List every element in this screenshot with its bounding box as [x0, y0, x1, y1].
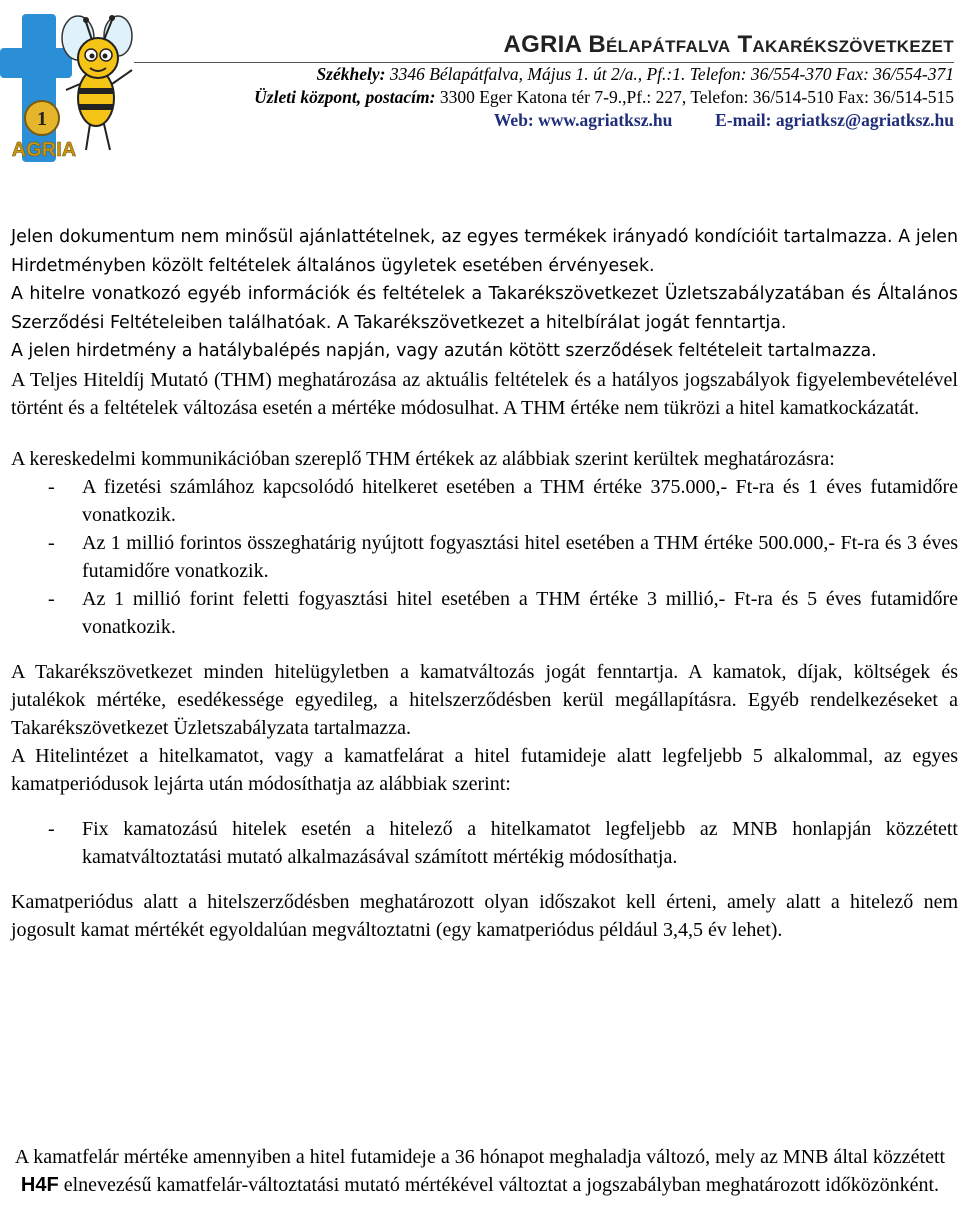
list-item: - Az 1 millió forintos összeghatárig nyújtott fogyasztási hitel esetében a THM értéke 500.000,- Ft-ra és 3 éves futamidőre vonatkozik.	[48, 531, 958, 582]
office-line: Üzleti központ, postacím: 3300 Eger Katona tér 7-9.,Pf.: 227, Telefon: 36/514-510 Fax: 36/514-515	[254, 87, 954, 107]
closing-paragraph: A kamatfelár mértéke amennyiben a hitel futamideje a 36 hónapot meghaladja változó, mely az MNB által közzétett H4F elnevezésű kamatfelár-változtatási mutató mértékével változtat a jogszabályban meghatározott időközönként.	[14, 1146, 946, 1196]
thm-disclaimer: A Teljes Hiteldíj Mutató (THM) meghatározása az aktuális feltételek és a hatályos jogszabályok figyelembevételével történt és a feltételek változása esetén a mértéke módosulhat. A THM értéke nem tükrözi a hitel kamatkockázatát.	[11, 368, 958, 419]
fixed-rate-list	[11, 815, 958, 871]
svg-text:1: 1	[37, 108, 47, 130]
list-item: - Fix kamatozású hitelek esetén a hitelező a hitelkamatot legfeljebb az MNB honlapján közzétett kamatváltoztatási mutató alkalmazásával számított mértékig módosíthatja.	[48, 817, 958, 868]
organization-name: AGRIA Bélapátfalva Takarékszövetkezet	[134, 30, 954, 63]
agria-logo	[0, 0, 150, 165]
intro-paragraph: Jelen dokumentum nem minősül ajánlattételnek, az egyes termékek irányadó kondícióit tartalmazza. A jelen Hirdetményben közölt feltételek általános ügyletek esetében érvényesek. A hitelre vonatkozó egyéb információk és feltételek a Takarékszövetkezet Üzletszabályzatában és Általános Szerződési Feltételeiben találhatóak. A Takarékszövetkezet a hitelbírálat jogát fenntartja. A jelen hirdetmény a hatálybalépés napján, vagy azután kötött szerződések feltételeit tartalmazza.	[11, 227, 958, 362]
logo-cross-horizontal	[0, 48, 72, 78]
rate-change-paragraph: A Hitelintézet a hitelkamatot, vagy a kamatfelárat a hitel futamideje alatt legfeljebb 5 alkalommal, az egyes kamatperiódusok lejárta után módosíthatja az alábbiak szerint:	[11, 744, 958, 795]
letterhead	[134, 30, 954, 132]
list-item: - Az 1 millió forint feletti fogyasztási hitel esetében a THM értéke 3 millió,- Ft-ra és 5 éves futamidőre vonatkozik.	[48, 587, 958, 638]
svg-text:AGRIA: AGRIA	[11, 139, 77, 161]
interest-period-paragraph: Kamatperiódus alatt a hitelszerződésben meghatározott olyan időszakot kell érteni, amely alatt a hitelező nem jogosult kamat mértékét egyoldalúan megváltoztatni (egy kamatperiódus például 3,4,5 év lehet).	[11, 890, 958, 941]
website-link[interactable]: www.agriatksz.hu	[538, 110, 673, 130]
thm-lead: A kereskedelmi kommunikációban szereplő THM értékek az alábbiak szerint kerültek meghatározásra:	[11, 447, 835, 470]
document-body	[11, 223, 958, 944]
interest-paragraph: A Takarékszövetkezet minden hitelügyletben a kamatváltozás jogát fenntartja. A kamatok, díjak, költségek és jutalékok mértéke, esedékessége egyedileg, a hitelszerződésben kerül megállapításra. Egyéb rendelkezéseket a Takarékszövetkezet Üzletszabályzata tartalmazza.	[11, 660, 958, 739]
seat-line: Székhely: 3346 Bélapátfalva, Május 1. út 2/a., Pf.:1. Telefon: 36/554-370 Fax: 36/554-371	[316, 64, 954, 84]
list-item: - A fizetési számlához kapcsolódó hitelkeret esetében a THM értéke 375.000,- Ft-ra és 1 éves futamidőre vonatkozik.	[48, 475, 958, 526]
email-link[interactable]: agriatksz@agriatksz.hu	[775, 110, 954, 130]
thm-list	[11, 473, 958, 641]
contact-line: Web: www.agriatksz.hu E-mail: agriatksz@agriatksz.hu	[493, 110, 954, 130]
